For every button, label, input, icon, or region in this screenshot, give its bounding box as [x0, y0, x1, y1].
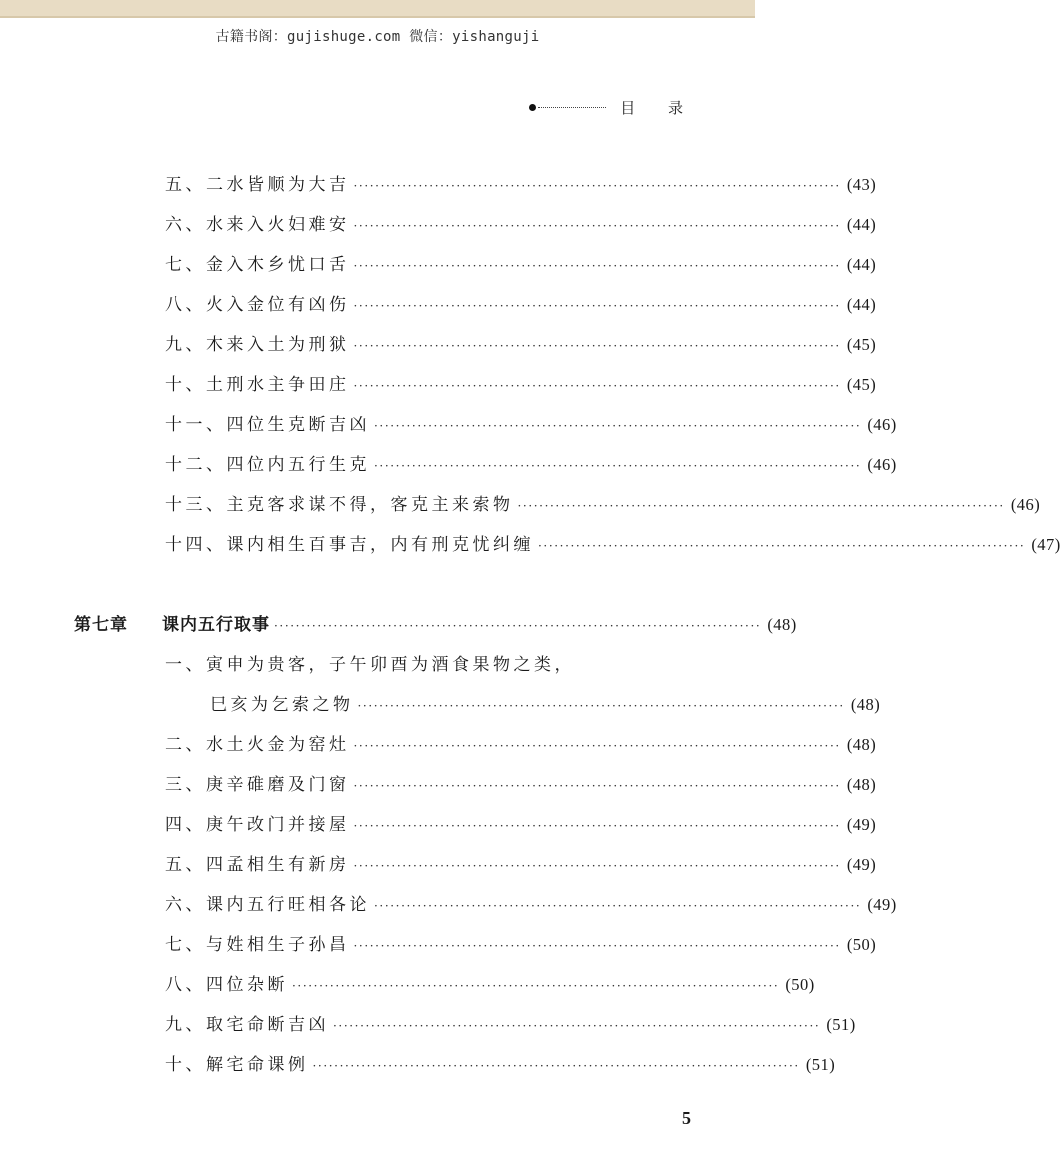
dot-leader: ·························································································· — [274, 619, 762, 633]
toc-entry-page: (49) — [846, 815, 877, 834]
chapter-heading[interactable] — [74, 613, 797, 638]
dot-leader: ·························································································· — [353, 379, 841, 393]
toc-entry-title: 四、庚午改门并接屋 — [165, 815, 350, 835]
toc-entry-page: (44) — [846, 295, 877, 314]
dot-leader: ·························································································· — [374, 419, 862, 433]
dot-leader: ·························································································· — [353, 219, 841, 233]
bullet-icon — [529, 104, 536, 111]
toc-entry[interactable] — [165, 893, 897, 918]
toc-entry-title: 六、水来入火妇难安 — [165, 215, 350, 235]
toc-entry-continuation[interactable] — [210, 693, 881, 718]
dot-leader: ·························································································· — [312, 1059, 800, 1073]
dot-leader: ·························································································· — [353, 859, 841, 873]
toc-entry-page: (43) — [846, 175, 877, 194]
toc-entry-title: 一、寅申为贵客，子午卯酉为酒食果物之类， — [165, 655, 575, 675]
toc-entry-title: 六、课内五行旺相各论 — [165, 895, 370, 915]
dot-leader: ·························································································· — [353, 339, 841, 353]
dotted-rule — [538, 107, 606, 108]
dot-leader: ·························································································· — [353, 739, 841, 753]
toc-entry-title: 五、二水皆顺为大吉 — [165, 175, 350, 195]
toc-entry-page: (46) — [1010, 495, 1041, 514]
toc-entry-title: 十、解宅命课例 — [165, 1055, 309, 1075]
toc-entry-page: (48) — [846, 735, 877, 754]
dot-leader: ·························································································· — [353, 179, 841, 193]
toc-entry-page: (48) — [850, 695, 881, 714]
top-border-band — [0, 0, 755, 18]
toc-entry-page: (47) — [1031, 535, 1061, 554]
toc-entry-page: (49) — [846, 855, 877, 874]
dot-leader: ·························································································· — [353, 819, 841, 833]
toc-entry-title: 九、取宅命断吉凶 — [165, 1015, 329, 1035]
toc-entry-title: 二、水土火金为窑灶 — [165, 735, 350, 755]
dot-leader: ·························································································· — [538, 539, 1026, 553]
toc-entry-title: 十、土刑水主争田庄 — [165, 375, 350, 395]
toc-entry-title: 十四、课内相生百事吉，内有刑克忧纠缠 — [165, 535, 534, 555]
toc-entry-page: (44) — [846, 255, 877, 274]
toc-entry-page: (45) — [846, 335, 877, 354]
toc-entry[interactable] — [165, 773, 877, 798]
toc-entry[interactable] — [165, 533, 1061, 558]
toc-entry[interactable] — [165, 413, 897, 438]
toc-entry[interactable] — [165, 213, 877, 238]
toc-entry-page: (51) — [805, 1055, 836, 1074]
toc-entry-first-line[interactable] — [165, 653, 698, 677]
toc-entry-title: 十三、主克客求谋不得，客克主来索物 — [165, 495, 514, 515]
toc-entry[interactable] — [165, 373, 877, 398]
page-number: 5 — [682, 1108, 691, 1128]
toc-entry-title: 八、火入金位有凶伤 — [165, 295, 350, 315]
toc-entry[interactable] — [165, 453, 897, 478]
chapter-number: 第七章 — [74, 615, 128, 635]
dot-leader: ·························································································· — [353, 939, 841, 953]
toc-entry-title: 十一、四位生克断吉凶 — [165, 415, 370, 435]
dot-leader: ·························································································· — [357, 699, 845, 713]
toc-entry-page: (45) — [846, 375, 877, 394]
dot-leader: ·························································································· — [353, 779, 841, 793]
toc-entry[interactable] — [165, 933, 877, 958]
dot-leader: ·························································································· — [353, 259, 841, 273]
toc-entry-page: (44) — [846, 215, 877, 234]
toc-entry[interactable] — [165, 333, 877, 358]
toc-entry-page: (51) — [826, 1015, 856, 1034]
toc-entry-title: 八、四位杂断 — [165, 975, 288, 995]
toc-entry[interactable] — [165, 973, 815, 998]
toc-entry[interactable] — [165, 253, 877, 278]
dot-leader: ·························································································· — [517, 499, 1005, 513]
dot-leader: ·························································································· — [374, 899, 862, 913]
dot-leader: ·························································································· — [292, 979, 780, 993]
chapter-title: 课内五行取事 — [162, 615, 270, 635]
toc-entry-title: 七、与姓相生子孙昌 — [165, 935, 350, 955]
running-head — [529, 97, 697, 118]
toc-entry[interactable] — [165, 733, 877, 758]
watermark-text: 古籍书阁：gujishuge.com 微信：yishanguji — [215, 29, 540, 45]
toc-entry[interactable] — [165, 173, 877, 198]
toc-entry[interactable] — [165, 853, 877, 878]
running-head-title: 目 录 — [620, 99, 697, 117]
toc-entry-page: (48) — [846, 775, 877, 794]
toc-entry-title: 五、四孟相生有新房 — [165, 855, 350, 875]
toc-entry-title: 巳亥为乞索之物 — [210, 695, 354, 715]
toc-entry-page: (50) — [846, 935, 877, 954]
dot-leader: ·························································································· — [353, 299, 841, 313]
toc-entry-title: 三、庚辛碓磨及门窗 — [165, 775, 350, 795]
toc-entry-page: (46) — [867, 415, 897, 434]
toc-entry-title: 十二、四位内五行生克 — [165, 455, 370, 475]
toc-entry[interactable] — [165, 1053, 836, 1078]
toc-entry-page: (49) — [867, 895, 897, 914]
toc-entry-title: 七、金入木乡忧口舌 — [165, 255, 350, 275]
chapter-page: (48) — [767, 615, 797, 634]
toc-entry[interactable] — [165, 493, 1041, 518]
toc-entry[interactable] — [165, 813, 877, 838]
dot-leader: ·························································································· — [374, 459, 862, 473]
toc-entry-title: 九、木来入土为刑狱 — [165, 335, 350, 355]
dot-leader: ·························································································· — [333, 1019, 821, 1033]
toc-entry[interactable] — [165, 293, 877, 318]
toc-entry-page: (50) — [785, 975, 815, 994]
toc-entry-page: (46) — [867, 455, 897, 474]
toc-entry[interactable] — [165, 1013, 856, 1038]
